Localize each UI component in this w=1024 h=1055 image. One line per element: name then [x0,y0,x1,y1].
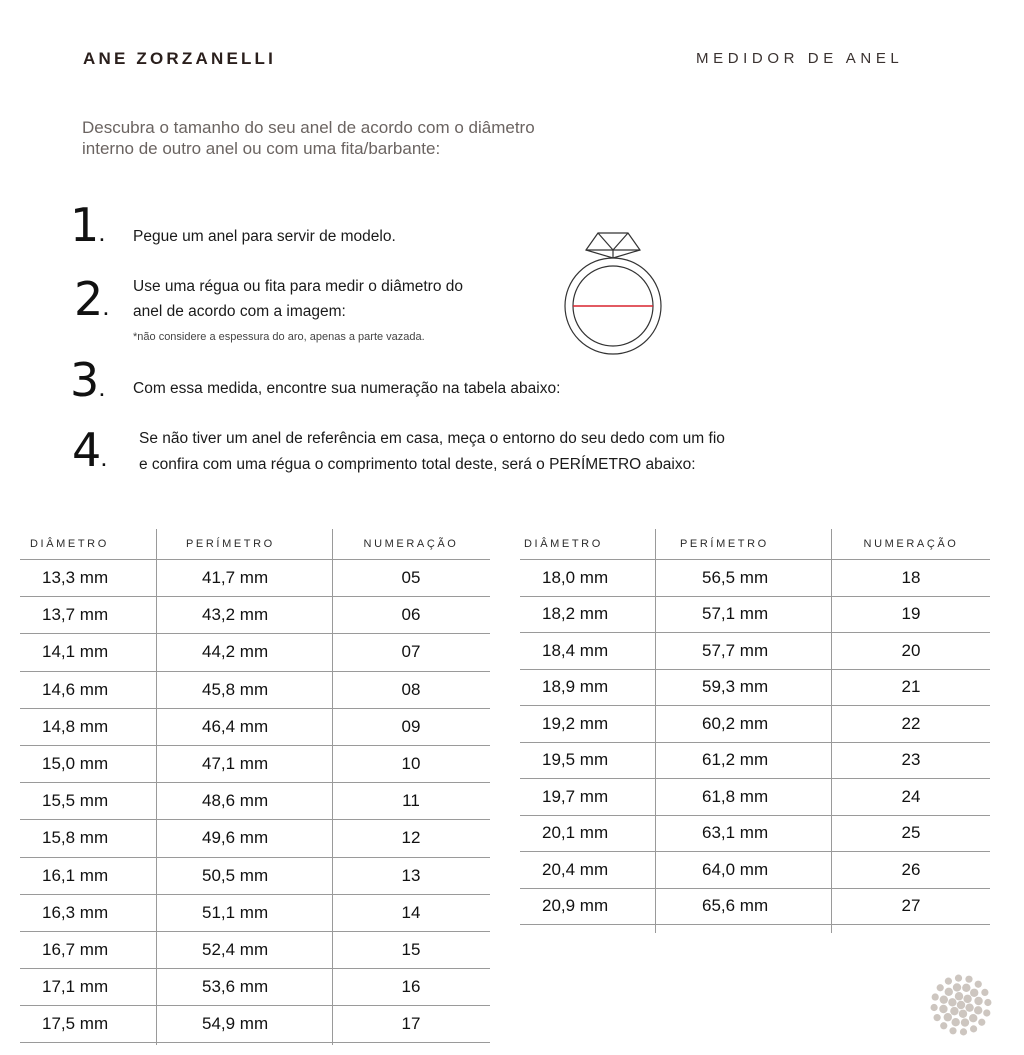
step-2-text-line-1: Use uma régua ou fita para medir o diâmetro do [133,278,463,295]
table-row [520,560,990,597]
size-number-cell: 24 [832,779,990,816]
logo-dot [940,1022,947,1029]
header-diametro: DIÂMETRO [20,529,156,560]
size-number-cell: 16 [332,969,490,1006]
logo-dot [969,1014,977,1022]
table-row [20,931,490,968]
size-number-cell: 22 [832,706,990,743]
document-title: MEDIDOR DE ANEL [696,50,904,67]
perimeter-cell: 52,4 mm [156,931,332,968]
diameter-cell: 15,8 mm [20,820,156,857]
perimeter-cell: 57,7 mm [656,633,832,670]
table-row [520,779,990,816]
logo-dot [939,1005,947,1013]
diameter-cell: 20,9 mm [520,888,656,925]
diameter-cell: 14,8 mm [20,708,156,745]
logo-dot [949,1027,956,1034]
perimeter-cell: 44,2 mm [156,634,332,671]
step-4-number: 4. [72,423,107,477]
diameter-cell: 18,2 mm [520,596,656,633]
size-number-cell: 14 [332,894,490,931]
perimeter-cell: 59,3 mm [656,669,832,706]
size-number-cell: 06 [332,597,490,634]
logo-dot [974,997,982,1005]
diameter-cell: 17,1 mm [20,969,156,1006]
intro-text [82,117,535,159]
logo-dot [974,1006,982,1014]
header-numeracao: NUMERAÇÃO [332,529,490,560]
perimeter-cell: 65,6 mm [656,888,832,925]
logo-dot [945,978,952,985]
logo-dot [937,984,944,991]
size-number-cell: 12 [332,820,490,857]
size-number-cell: 08 [332,671,490,708]
diameter-cell: 18,4 mm [520,633,656,670]
table-row [20,597,490,634]
logo-dot [965,976,972,983]
table-row [20,634,490,671]
step-1-number: 1. [70,198,105,252]
logo-dot [962,984,970,992]
table-row [520,669,990,706]
perimeter-cell: 57,1 mm [656,596,832,633]
diameter-cell: 19,7 mm [520,779,656,816]
diameter-cell: 15,5 mm [20,783,156,820]
logo-dot [955,992,963,1000]
size-number-cell: 13 [332,857,490,894]
size-number-cell: 10 [332,745,490,782]
diameter-cell: 13,7 mm [20,597,156,634]
table-row [520,706,990,743]
table-row [20,820,490,857]
diameter-cell: 19,2 mm [520,706,656,743]
diameter-cell: 14,1 mm [20,634,156,671]
step-4-text-line-2: e confira com uma régua o comprimento total deste, será o PERÍMETRO abaixo: [139,456,696,473]
diameter-cell: 17,5 mm [20,1006,156,1043]
table-row [20,708,490,745]
size-number-cell: 11 [332,783,490,820]
diameter-cell: 14,6 mm [20,671,156,708]
size-number-cell: 21 [832,669,990,706]
table-row [520,633,990,670]
diameter-cell: 18,0 mm [520,560,656,597]
logo-dot [957,1001,965,1009]
perimeter-cell: 60,2 mm [656,706,832,743]
logo-dot [975,981,982,988]
size-number-cell: 05 [332,560,490,597]
size-number-cell: 07 [332,634,490,671]
logo-dot [978,1019,985,1026]
logo-dot [944,1013,952,1021]
logo-dot [948,998,956,1006]
table-row [20,560,490,597]
size-number-cell: 26 [832,852,990,889]
logo-dot [951,1018,959,1026]
dotted-logo-icon [928,972,994,1038]
step-2-text-line-2: anel de acordo com a imagem: [133,303,346,320]
diameter-cell: 20,4 mm [520,852,656,889]
step-2-number: 2. [74,272,109,326]
diameter-cell: 15,0 mm [20,745,156,782]
logo-dot [934,1014,941,1021]
logo-dot [931,1004,938,1011]
column-divider [156,529,157,1045]
logo-dot [955,975,962,982]
header-numeracao: NUMERAÇÃO [832,529,990,560]
size-number-cell: 15 [332,931,490,968]
logo-dot [950,1007,958,1015]
size-number-cell: 19 [832,596,990,633]
size-number-cell: 25 [832,815,990,852]
logo-dot [945,988,953,996]
size-number-cell: 27 [832,888,990,925]
logo-dot [960,1028,967,1035]
logo-dot [953,983,961,991]
diameter-cell: 16,1 mm [20,857,156,894]
table-row [520,596,990,633]
table-row [20,745,490,782]
size-number-cell: 18 [832,560,990,597]
brand-name: ANE ZORZANELLI [83,49,277,68]
size-table-right [520,529,990,925]
intro-line-1: Descubra o tamanho do seu anel de acordo com o diâmetro [82,118,535,137]
logo-dot [940,995,948,1003]
perimeter-cell: 51,1 mm [156,894,332,931]
column-divider [831,529,832,933]
perimeter-cell: 43,2 mm [156,597,332,634]
ring-diagram-icon [558,230,668,358]
table-row [20,1006,490,1043]
diameter-cell: 16,3 mm [20,894,156,931]
diameter-cell: 16,7 mm [20,931,156,968]
size-number-cell: 09 [332,708,490,745]
perimeter-cell: 54,9 mm [156,1006,332,1043]
diameter-cell: 20,1 mm [520,815,656,852]
perimeter-cell: 45,8 mm [156,671,332,708]
diameter-cell: 18,9 mm [520,669,656,706]
table-row [20,894,490,931]
perimeter-cell: 48,6 mm [156,783,332,820]
intro-line-2: interno de outro anel ou com uma fita/barbante: [82,139,441,158]
table-row [520,815,990,852]
header-diametro: DIÂMETRO [520,529,656,560]
step-1-text: Pegue um anel para servir de modelo. [133,228,396,245]
size-number-cell: 17 [332,1006,490,1043]
table-row [20,857,490,894]
perimeter-cell: 46,4 mm [156,708,332,745]
column-divider [332,529,333,1045]
column-divider [655,529,656,933]
size-number-cell: 23 [832,742,990,779]
perimeter-cell: 53,6 mm [156,969,332,1006]
perimeter-cell: 56,5 mm [656,560,832,597]
diameter-cell: 13,3 mm [20,560,156,597]
table-row [20,783,490,820]
perimeter-cell: 63,1 mm [656,815,832,852]
perimeter-cell: 50,5 mm [156,857,332,894]
logo-dot [959,1010,967,1018]
step-4-text-line-1: Se não tiver um anel de referência em casa, meça o entorno do seu dedo com um fio [139,430,725,447]
logo-dot [961,1018,969,1026]
size-number-cell: 20 [832,633,990,670]
step-3-number: 3. [70,353,105,407]
logo-dot [965,1003,973,1011]
perimeter-cell: 49,6 mm [156,820,332,857]
logo-dot [932,993,939,1000]
logo-dot [963,995,971,1003]
logo-dot [981,989,988,996]
perimeter-cell: 47,1 mm [156,745,332,782]
perimeter-cell: 61,8 mm [656,779,832,816]
table-row [20,969,490,1006]
table-row [520,888,990,925]
perimeter-cell: 64,0 mm [656,852,832,889]
logo-dot [970,1025,977,1032]
perimeter-cell: 41,7 mm [156,560,332,597]
logo-dot [970,989,978,997]
table-row [520,852,990,889]
perimeter-cell: 61,2 mm [656,742,832,779]
diameter-cell: 19,5 mm [520,742,656,779]
logo-dot [984,999,991,1006]
step-3-text: Com essa medida, encontre sua numeração na tabela abaixo: [133,380,561,397]
table-row [20,671,490,708]
logo-dot [983,1009,990,1016]
size-table-left [20,529,490,1043]
step-2-note: *não considere a espessura do aro, apenas a parte vazada. [133,331,425,343]
header-perimetro: PERÍMETRO [156,529,332,560]
header-perimetro: PERÍMETRO [656,529,832,560]
table-row [520,742,990,779]
